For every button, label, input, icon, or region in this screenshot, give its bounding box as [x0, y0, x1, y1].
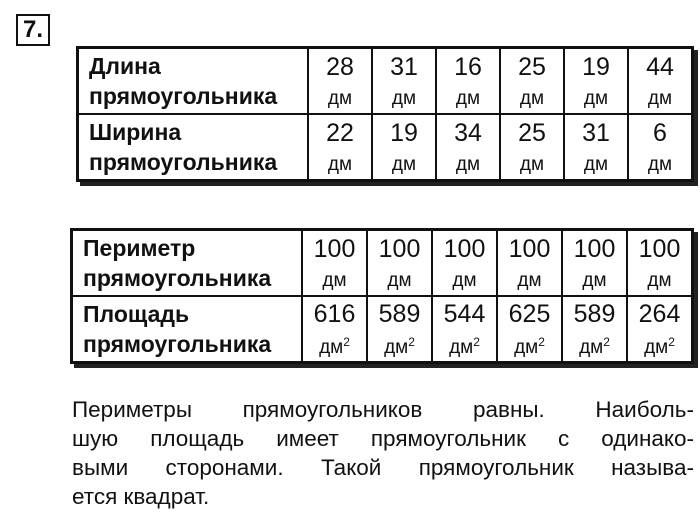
cell-value: 625: [508, 299, 551, 328]
unit-text: дм: [514, 336, 539, 358]
unit-text: дм: [579, 336, 604, 358]
cell-value: 19: [582, 52, 610, 81]
unit-text: дм: [327, 153, 353, 175]
answer-line: выми сторонами. Такой прямоугольник называ-: [72, 455, 694, 480]
cell-unit: [563, 262, 626, 293]
unit-text: дм: [583, 87, 609, 109]
table-cell: [628, 48, 693, 115]
table-cell: [372, 114, 436, 181]
answer-line: ется квадрат.: [72, 484, 210, 509]
unit-text: дм: [519, 87, 545, 109]
table-cell: [628, 114, 693, 181]
table-cell: [308, 48, 372, 115]
row-label-line: прямоугольника: [89, 83, 278, 109]
cell-unit: [368, 327, 431, 360]
unit-text: дм: [647, 87, 673, 109]
table-cell: [367, 296, 432, 363]
table-cell: [432, 230, 497, 297]
row-label-line: Длина: [89, 53, 161, 79]
table-cell: [436, 48, 500, 115]
row-label: [72, 230, 303, 297]
perimeter-area-table: [70, 228, 694, 364]
cell-unit: [309, 80, 371, 111]
table-cell: [302, 296, 367, 363]
row-label-line: прямоугольника: [89, 149, 278, 175]
unit-exponent: 2: [343, 334, 350, 349]
cell-unit: [303, 262, 366, 293]
cell-unit: [565, 80, 627, 111]
cell-unit: [629, 146, 691, 177]
row-label: [72, 296, 303, 363]
table-cell: [627, 296, 693, 363]
unit-exponent: 2: [538, 334, 545, 349]
table-cell: [367, 230, 432, 297]
cell-unit: [437, 146, 499, 177]
table-cell: [436, 114, 500, 181]
cell-value: 28: [326, 52, 354, 81]
row-label: [78, 48, 309, 115]
table-cell: [562, 296, 627, 363]
cell-unit: [628, 262, 691, 293]
cell-unit: [501, 80, 563, 111]
cell-value: 16: [454, 52, 482, 81]
unit-text: дм: [391, 153, 417, 175]
cell-value: 264: [638, 299, 681, 328]
unit-text: дм: [455, 153, 481, 175]
table-cell: [500, 114, 564, 181]
cell-value: 25: [518, 118, 546, 147]
row-label-line: Площадь: [83, 301, 190, 327]
cell-value: 589: [378, 299, 421, 328]
cell-value: 100: [638, 234, 681, 263]
cell-value: 100: [443, 234, 486, 263]
answer-line: шую площадь имеет прямоугольник с одинако-: [72, 426, 694, 451]
cell-unit: [368, 262, 431, 293]
unit-text: дм: [387, 269, 412, 291]
cell-unit: [498, 262, 561, 293]
cell-value: 31: [582, 118, 610, 147]
cell-unit: [498, 327, 561, 360]
cell-unit: [437, 80, 499, 111]
cell-value: 100: [573, 234, 616, 263]
cell-unit: [309, 146, 371, 177]
answer-text: [72, 395, 694, 511]
table-row: [78, 48, 693, 115]
unit-exponent: 2: [473, 334, 480, 349]
cell-value: 25: [518, 52, 546, 81]
table-cell: [432, 296, 497, 363]
cell-unit: [303, 327, 366, 360]
unit-text: дм: [322, 269, 347, 291]
table-cell: [562, 230, 627, 297]
unit-text: дм: [583, 153, 609, 175]
unit-exponent: 2: [668, 334, 675, 349]
cell-value: 44: [646, 52, 674, 81]
table-cell: [497, 230, 562, 297]
unit-text: дм: [519, 153, 545, 175]
table-cell: [500, 48, 564, 115]
unit-text: дм: [384, 336, 409, 358]
cell-value: 19: [390, 118, 418, 147]
cell-unit: [373, 80, 435, 111]
row-label-line: Ширина: [89, 119, 182, 145]
cell-value: 6: [653, 118, 667, 147]
cell-value: 616: [313, 299, 356, 328]
table-cell: [308, 114, 372, 181]
cell-value: 589: [573, 299, 616, 328]
cell-value: 544: [443, 299, 486, 328]
cell-value: 100: [378, 234, 421, 263]
row-label-line: прямоугольника: [83, 331, 272, 357]
cell-unit: [373, 146, 435, 177]
row-label-line: прямоугольника: [83, 265, 272, 291]
answer-line: Периметры прямоугольников равны. Наиболь-: [72, 397, 694, 422]
unit-text: дм: [647, 153, 673, 175]
unit-text: дм: [327, 87, 353, 109]
table-row: [78, 114, 693, 181]
row-label: [78, 114, 309, 181]
unit-exponent: 2: [603, 334, 610, 349]
cell-unit: [629, 80, 691, 111]
cell-unit: [433, 327, 496, 360]
unit-text: дм: [391, 87, 417, 109]
unit-text: дм: [582, 269, 607, 291]
row-label-line: Периметр: [83, 235, 196, 261]
problem-number: 7.: [16, 14, 50, 46]
unit-exponent: 2: [408, 334, 415, 349]
table-cell: [302, 230, 367, 297]
table-cell: [627, 230, 693, 297]
cell-value: 31: [390, 52, 418, 81]
table-cell: [564, 48, 628, 115]
cell-unit: [628, 327, 691, 360]
cell-value: 100: [313, 234, 356, 263]
cell-unit: [563, 327, 626, 360]
cell-value: 34: [454, 118, 482, 147]
cell-unit: [501, 146, 563, 177]
table-cell: [564, 114, 628, 181]
unit-text: дм: [517, 269, 542, 291]
table-cell: [372, 48, 436, 115]
unit-text: дм: [452, 269, 477, 291]
table-cell: [497, 296, 562, 363]
unit-text: дм: [319, 336, 344, 358]
unit-text: дм: [455, 87, 481, 109]
cell-value: 22: [326, 118, 354, 147]
unit-text: дм: [647, 269, 672, 291]
table-row: [72, 230, 693, 297]
unit-text: дм: [644, 336, 669, 358]
cell-unit: [565, 146, 627, 177]
cell-value: 100: [508, 234, 551, 263]
cell-unit: [433, 262, 496, 293]
table-row: [72, 296, 693, 363]
dimensions-table: [76, 46, 694, 182]
unit-text: дм: [449, 336, 474, 358]
